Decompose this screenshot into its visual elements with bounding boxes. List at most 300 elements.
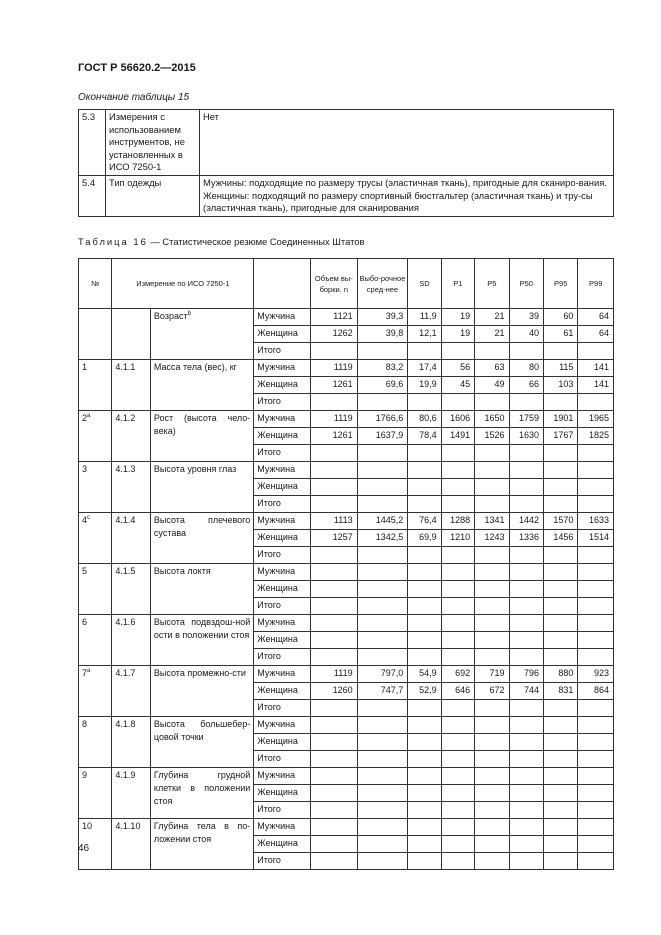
stat-value: [509, 394, 543, 411]
stat-value: [543, 479, 577, 496]
stat-value: 1650: [475, 411, 509, 428]
measure-code: 4.1.2: [112, 411, 151, 462]
measure-code: 4.1.1: [112, 360, 151, 411]
stat-value: [408, 649, 441, 666]
stat-value: [357, 581, 408, 598]
stat-value: 1442: [509, 513, 543, 530]
stat-value: [441, 496, 474, 513]
table-15: [78, 109, 614, 217]
stat-value: [475, 802, 509, 819]
table16-row: [79, 768, 614, 785]
stat-value: [475, 649, 509, 666]
stat-value: [475, 717, 509, 734]
stat-value: 39,8: [357, 326, 408, 343]
stat-value: 1262: [311, 326, 358, 343]
stat-value: 646: [441, 683, 474, 700]
table16-caption-label: Таблица 16: [78, 236, 148, 247]
measure-code: 4.1.4: [112, 513, 151, 564]
stat-value: [311, 462, 358, 479]
stat-value: [578, 479, 614, 496]
page-number: 46: [78, 843, 90, 854]
document-title: ГОСТ Р 56620.2—2015: [78, 62, 196, 74]
stat-value: 17,4: [408, 360, 441, 377]
stat-value: [475, 547, 509, 564]
measure-num-text: 6: [82, 617, 88, 627]
stat-value: [311, 343, 358, 360]
stat-value: [475, 598, 509, 615]
stat-value: 672: [475, 683, 509, 700]
stat-value: 21: [475, 326, 509, 343]
table16-header-cell: P1: [441, 259, 474, 309]
stat-value: 1766,6: [357, 411, 408, 428]
stat-value: 744: [509, 683, 543, 700]
stat-value: 39: [509, 309, 543, 326]
sex-label: Мужчина: [254, 513, 311, 530]
measure-name-text: Высота уровня глаз: [153, 464, 237, 474]
stat-value: [543, 547, 577, 564]
stat-value: [408, 751, 441, 768]
stat-value: 1341: [475, 513, 509, 530]
stat-value: [408, 717, 441, 734]
sex-label: Итого: [254, 649, 311, 666]
stat-value: 1260: [311, 683, 358, 700]
stat-value: [311, 836, 358, 853]
table16-header-row: [79, 259, 614, 309]
measure-num-text: 9: [82, 770, 88, 780]
stat-value: [441, 734, 474, 751]
sex-label: Женщина: [254, 683, 311, 700]
stat-value: 80,6: [408, 411, 441, 428]
stat-value: [408, 564, 441, 581]
sex-label: Мужчина: [254, 564, 311, 581]
table15-row: [79, 176, 614, 217]
sex-label: Женщина: [254, 785, 311, 802]
stat-value: [509, 615, 543, 632]
stat-value: [543, 751, 577, 768]
measure-name-text: Высота промежно-сти: [153, 668, 246, 678]
sex-label: Женщина: [254, 428, 311, 445]
stat-value: [509, 598, 543, 615]
measure-name: [150, 717, 253, 768]
stat-value: [475, 700, 509, 717]
stat-value: [357, 496, 408, 513]
stat-value: [475, 768, 509, 785]
table16-header-cell: Объем вы-борки. n: [311, 259, 358, 309]
stat-value: [311, 785, 358, 802]
stat-value: [408, 768, 441, 785]
stat-value: 1261: [311, 428, 358, 445]
measure-num-text: 4: [82, 515, 88, 525]
stat-value: 66: [509, 377, 543, 394]
measure-code: 4.1.5: [112, 564, 151, 615]
measure-code: [112, 309, 151, 360]
stat-value: 1119: [311, 360, 358, 377]
measure-num: [79, 462, 112, 513]
stat-value: 1121: [311, 309, 358, 326]
stat-value: [475, 394, 509, 411]
table16-row: [79, 360, 614, 377]
measure-num: [79, 513, 112, 564]
measure-num-note: a: [87, 668, 91, 674]
table16-header-cell: P99: [578, 259, 614, 309]
stat-value: [408, 598, 441, 615]
stat-value: 1119: [311, 666, 358, 683]
table15-num: 5.3: [79, 110, 106, 176]
measure-code: 4.1.8: [112, 717, 151, 768]
stat-value: [543, 768, 577, 785]
stat-value: [509, 445, 543, 462]
measure-num-text: 7: [82, 668, 88, 678]
stat-value: [408, 836, 441, 853]
stat-value: [441, 632, 474, 649]
stat-value: [509, 734, 543, 751]
stat-value: [475, 836, 509, 853]
stat-value: [543, 785, 577, 802]
table16-header-cell: №: [79, 259, 112, 309]
stat-value: [475, 751, 509, 768]
stat-value: [509, 819, 543, 836]
measure-name: [150, 462, 253, 513]
stat-value: [441, 343, 474, 360]
stat-value: [357, 479, 408, 496]
stat-value: [543, 819, 577, 836]
table15-value: Нет: [200, 110, 614, 176]
stat-value: [509, 700, 543, 717]
stat-value: [441, 394, 474, 411]
stat-value: [543, 836, 577, 853]
stat-value: [578, 564, 614, 581]
stat-value: 141: [578, 360, 614, 377]
stat-value: [543, 462, 577, 479]
measure-num: [79, 615, 112, 666]
measure-name-text: Высота плечевого сустава: [153, 515, 251, 538]
sex-label: Итого: [254, 394, 311, 411]
stat-value: [441, 836, 474, 853]
stat-value: [311, 734, 358, 751]
table15-num: 5.4: [79, 176, 106, 217]
stat-value: [441, 445, 474, 462]
stat-value: [311, 615, 358, 632]
sex-label: Мужчина: [254, 819, 311, 836]
sex-label: Итого: [254, 751, 311, 768]
measure-name-text: Масса тела (вес), кг: [153, 362, 237, 372]
measure-name: [150, 615, 253, 666]
stat-value: [475, 734, 509, 751]
measure-name-text: Возраст: [153, 311, 188, 321]
stat-value: 692: [441, 666, 474, 683]
sex-label: Итого: [254, 598, 311, 615]
measure-name: [150, 513, 253, 564]
stat-value: 1119: [311, 411, 358, 428]
measure-name-text: Высота локтя: [153, 566, 211, 576]
stat-value: [543, 853, 577, 870]
sex-label: Мужчина: [254, 768, 311, 785]
stat-value: [357, 649, 408, 666]
stat-value: [441, 751, 474, 768]
stat-value: [408, 700, 441, 717]
measure-num-text: 5: [82, 566, 88, 576]
stat-value: [311, 717, 358, 734]
stat-value: [357, 751, 408, 768]
sex-label: Итого: [254, 496, 311, 513]
stat-value: [578, 700, 614, 717]
stat-value: [311, 598, 358, 615]
stat-value: 1767: [543, 428, 577, 445]
stat-value: 1445,2: [357, 513, 408, 530]
stat-value: [311, 479, 358, 496]
sex-label: Женщина: [254, 734, 311, 751]
stat-value: 11,9: [408, 309, 441, 326]
stat-value: [441, 649, 474, 666]
stat-value: [441, 768, 474, 785]
stat-value: [311, 853, 358, 870]
measure-name: [150, 768, 253, 819]
stat-value: [408, 394, 441, 411]
table15-caption: Окончание таблицы 15: [78, 92, 190, 103]
stat-value: 49: [475, 377, 509, 394]
sex-label: Мужчина: [254, 717, 311, 734]
stat-value: [475, 632, 509, 649]
stat-value: [357, 462, 408, 479]
table-16: [78, 258, 614, 870]
stat-value: [578, 819, 614, 836]
sex-label: Женщина: [254, 326, 311, 343]
stat-value: [441, 547, 474, 564]
measure-name-text: Высота подвздош-ной ости в положении стоя: [153, 617, 251, 640]
measure-name: [150, 309, 253, 360]
stat-value: [408, 632, 441, 649]
stat-value: [441, 598, 474, 615]
stat-value: [509, 717, 543, 734]
stat-value: 63: [475, 360, 509, 377]
stat-value: 797,0: [357, 666, 408, 683]
stat-value: [578, 649, 614, 666]
stat-value: [357, 768, 408, 785]
stat-value: [441, 581, 474, 598]
table16-row: [79, 564, 614, 581]
stat-value: [311, 632, 358, 649]
stat-value: [509, 632, 543, 649]
stat-value: [509, 547, 543, 564]
sex-label: Женщина: [254, 479, 311, 496]
stat-value: [441, 479, 474, 496]
stat-value: [311, 819, 358, 836]
stat-value: [357, 734, 408, 751]
stat-value: 54,9: [408, 666, 441, 683]
stat-value: [543, 632, 577, 649]
stat-value: [475, 819, 509, 836]
stat-value: 1633: [578, 513, 614, 530]
stat-value: 1570: [543, 513, 577, 530]
stat-value: 1606: [441, 411, 474, 428]
stat-value: [441, 802, 474, 819]
stat-value: [311, 496, 358, 513]
stat-value: 1637,9: [357, 428, 408, 445]
stat-value: [578, 496, 614, 513]
stat-value: 923: [578, 666, 614, 683]
stat-value: [509, 649, 543, 666]
measure-num: [79, 717, 112, 768]
measure-num-note: c: [87, 515, 91, 521]
stat-value: [357, 615, 408, 632]
stat-value: [509, 853, 543, 870]
stat-value: [578, 632, 614, 649]
stat-value: 61: [543, 326, 577, 343]
stat-value: [441, 564, 474, 581]
measure-name-text: Глубина тела в по-ложении стоя: [153, 821, 251, 844]
sex-label: Итого: [254, 343, 311, 360]
stat-value: 19: [441, 309, 474, 326]
stat-value: [475, 564, 509, 581]
measure-name-text: Глубина грудной клетки в положении стоя: [153, 770, 251, 806]
measure-num: [79, 666, 112, 717]
stat-value: 880: [543, 666, 577, 683]
stat-value: [408, 547, 441, 564]
stat-value: [357, 836, 408, 853]
table16-row: [79, 615, 614, 632]
stat-value: [543, 649, 577, 666]
table16-row: [79, 513, 614, 530]
measure-num-text: 10: [82, 821, 93, 831]
stat-value: [475, 853, 509, 870]
stat-value: 747,7: [357, 683, 408, 700]
table16-row: [79, 666, 614, 683]
stat-value: [357, 394, 408, 411]
measure-code: 4.1.7: [112, 666, 151, 717]
stat-value: 1210: [441, 530, 474, 547]
stat-value: [357, 700, 408, 717]
stat-value: 719: [475, 666, 509, 683]
stat-value: [311, 700, 358, 717]
measure-num: [79, 411, 112, 462]
measure-num-text: 8: [82, 719, 88, 729]
stat-value: [475, 343, 509, 360]
measure-code: 4.1.10: [112, 819, 151, 870]
stat-value: [509, 836, 543, 853]
stat-value: [408, 734, 441, 751]
stat-value: 1336: [509, 530, 543, 547]
stat-value: [311, 802, 358, 819]
measure-name: [150, 819, 253, 870]
stat-value: [311, 547, 358, 564]
stat-value: [311, 581, 358, 598]
stat-value: [578, 785, 614, 802]
measure-num-text: 2: [82, 413, 88, 423]
stat-value: 1342,5: [357, 530, 408, 547]
stat-value: [578, 598, 614, 615]
stat-value: 69,9: [408, 530, 441, 547]
stat-value: [311, 445, 358, 462]
stat-value: 1288: [441, 513, 474, 530]
stat-value: 19: [441, 326, 474, 343]
stat-value: 1514: [578, 530, 614, 547]
stat-value: 1965: [578, 411, 614, 428]
stat-value: [543, 802, 577, 819]
sex-label: Итого: [254, 802, 311, 819]
stat-value: 52,9: [408, 683, 441, 700]
measure-num: [79, 360, 112, 411]
stat-value: [441, 785, 474, 802]
sex-label: Итого: [254, 547, 311, 564]
measure-code: 4.1.6: [112, 615, 151, 666]
table16-header-cell: Выбо-рочное сред-нее: [357, 259, 408, 309]
stat-value: [441, 717, 474, 734]
measure-num-text: 3: [82, 464, 88, 474]
stat-value: 1630: [509, 428, 543, 445]
stat-value: 1901: [543, 411, 577, 428]
stat-value: 78,4: [408, 428, 441, 445]
table16-row: [79, 819, 614, 836]
measure-name: [150, 411, 253, 462]
stat-value: [578, 581, 614, 598]
stat-value: [441, 819, 474, 836]
stat-value: [543, 496, 577, 513]
stat-value: [509, 343, 543, 360]
stat-value: [357, 853, 408, 870]
stat-value: [578, 343, 614, 360]
stat-value: [357, 819, 408, 836]
stat-value: [509, 496, 543, 513]
stat-value: [311, 394, 358, 411]
stat-value: [578, 853, 614, 870]
table16-header-cell: P5: [475, 259, 509, 309]
sex-label: Мужчина: [254, 360, 311, 377]
stat-value: [543, 598, 577, 615]
stat-value: [408, 853, 441, 870]
sex-label: Женщина: [254, 632, 311, 649]
stat-value: [357, 802, 408, 819]
stat-value: 80: [509, 360, 543, 377]
stat-value: 1526: [475, 428, 509, 445]
stat-value: 56: [441, 360, 474, 377]
table16-row: [79, 309, 614, 326]
stat-value: [543, 717, 577, 734]
stat-value: [578, 445, 614, 462]
stat-value: [509, 564, 543, 581]
stat-value: 19,9: [408, 377, 441, 394]
sex-label: Женщина: [254, 581, 311, 598]
measure-num-text: 1: [82, 362, 88, 372]
sex-label: Мужчина: [254, 411, 311, 428]
stat-value: 64: [578, 309, 614, 326]
stat-value: [475, 496, 509, 513]
stat-value: 39,3: [357, 309, 408, 326]
stat-value: [357, 632, 408, 649]
table16-row: [79, 411, 614, 428]
stat-value: [408, 479, 441, 496]
stat-value: [408, 445, 441, 462]
stat-value: [311, 751, 358, 768]
stat-value: [475, 462, 509, 479]
stat-value: [357, 717, 408, 734]
stat-value: 141: [578, 377, 614, 394]
stat-value: [578, 836, 614, 853]
stat-value: [441, 615, 474, 632]
stat-value: [543, 581, 577, 598]
stat-value: [475, 785, 509, 802]
stat-value: 1456: [543, 530, 577, 547]
sex-label: Мужчина: [254, 615, 311, 632]
stat-value: [578, 547, 614, 564]
stat-value: [509, 581, 543, 598]
stat-value: 1261: [311, 377, 358, 394]
stat-value: [543, 343, 577, 360]
stat-value: [578, 717, 614, 734]
measure-num: [79, 564, 112, 615]
table16-header-cell: P95: [543, 259, 577, 309]
stat-value: 1113: [311, 513, 358, 530]
sex-label: Мужчина: [254, 309, 311, 326]
